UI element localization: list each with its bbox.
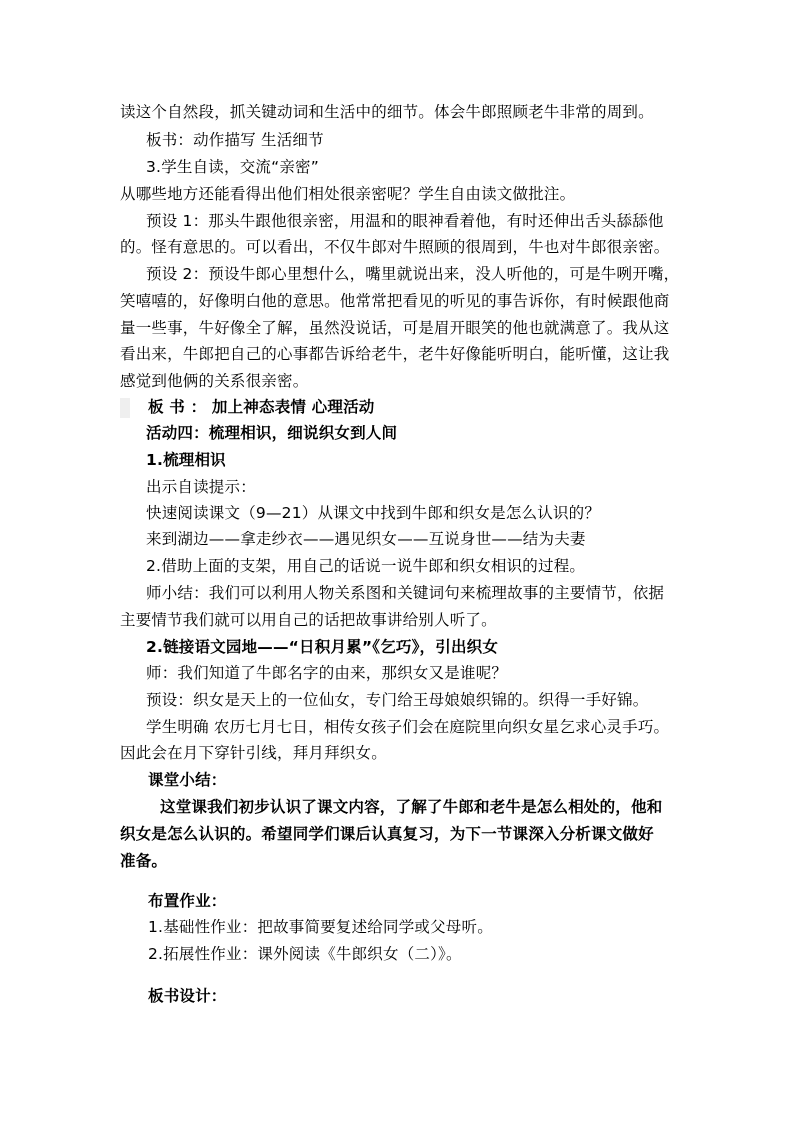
paragraph-line: 师小结：我们可以利用人物关系图和关键词句来梳理故事的主要情节，依据 [146,584,665,602]
summary-line: 这堂课我们初步认识了课文内容，了解了牛郎和老牛是怎么相处的，他和 [160,798,663,816]
paragraph-line: 快速阅读课文（9—21）从课文中找到牛郎和织女是怎么认识的？ [146,504,601,522]
paragraph-line: 预设 1：那头牛跟他很亲密，用温和的眼神看着他，有时还伸出舌头舔舔他 [146,212,664,230]
summary-line: 织女是怎么认识的。希望同学们课后认真复习，为下一节课深入分析课文做好 [120,825,654,843]
board-design-heading: 板书设计： [148,987,227,1005]
paragraph-line: 来到湖边——拿走纱衣——遇见织女——互说身世——结为夫妻 [146,530,586,548]
paragraph-line: 因此会在月下穿针引线，拜月拜织女。 [120,744,387,762]
summary-line: 准备。 [120,852,168,870]
paragraph-line: 预设 2：预设牛郎心里想什么，嘴里就说出来，没人听他的，可是牛咧开嘴， [146,265,680,283]
activity-heading: 活动四：梳理相识，细说织女到人间 [146,424,398,442]
paragraph-line: 量一些事，牛好像全了解，虽然没说话，可是眉开眼笑的他也就满意了。我从这 [120,319,670,337]
paragraph-line: 预设：织女是天上的一位仙女，专门给王母娘娘织锦的。织得一手好锦。 [146,691,649,709]
homework-item: 2.拓展性作业：课外阅读《牛郎织女（二）》。 [148,945,462,963]
board-label: 板 书 ： 加上神态表情 心理活动 [148,398,375,416]
paragraph-line: 看出来，牛郎把自己的心事都告诉给老牛，老牛好像能听明白，能听懂，这让我 [120,345,670,363]
homework-item: 1.基础性作业：把故事简要复述给同学或父母听。 [148,918,493,936]
paragraph-line: 主要情节我们就可以用自己的话把故事讲给别人听了。 [120,611,497,629]
paragraph-line: 学生明确 农历七月七日，相传女孩子们会在庭院里向织女星乞求心灵手巧。 [146,718,670,736]
summary-heading: 课堂小结： [148,771,227,789]
subsection-heading: 2.链接语文园地——“日积月累”《乞巧》，引出织女 [146,638,499,656]
blackboard-note: 板书：动作描写 生活细节 [146,131,324,149]
blackboard-note [148,396,375,418]
subsection-heading: 1.梳理相识 [146,451,226,469]
paragraph-line: 感觉到他俩的关系很亲密。 [120,372,309,390]
homework-heading: 布置作业： [148,892,227,910]
shading-strip [120,398,130,418]
paragraph-line: 读这个自然段，抓关键动词和生活中的细节。体会牛郎照顾老牛非常的周到。 [120,103,654,121]
paragraph-line: 笑嘻嘻的，好像明白他的意思。他常常把看见的听见的事告诉你，有时候跟他商 [120,292,670,310]
paragraph-line: 的。怪有意思的。可以看出，不仅牛郎对牛照顾的很周到，牛也对牛郎很亲密。 [120,238,670,256]
paragraph-line: 从哪些地方还能看得出他们相处很亲密呢？学生自由读文做批注。 [120,185,576,203]
paragraph-line: 出示自读提示： [146,478,256,496]
section-heading: 3.学生自读，交流“亲密” [146,158,319,176]
paragraph-line: 师：我们知道了牛郎名字的由来，那织女又是谁呢？ [146,664,508,682]
paragraph-line: 2.借助上面的支架，用自己的话说一说牛郎和织女相识的过程。 [146,557,586,575]
